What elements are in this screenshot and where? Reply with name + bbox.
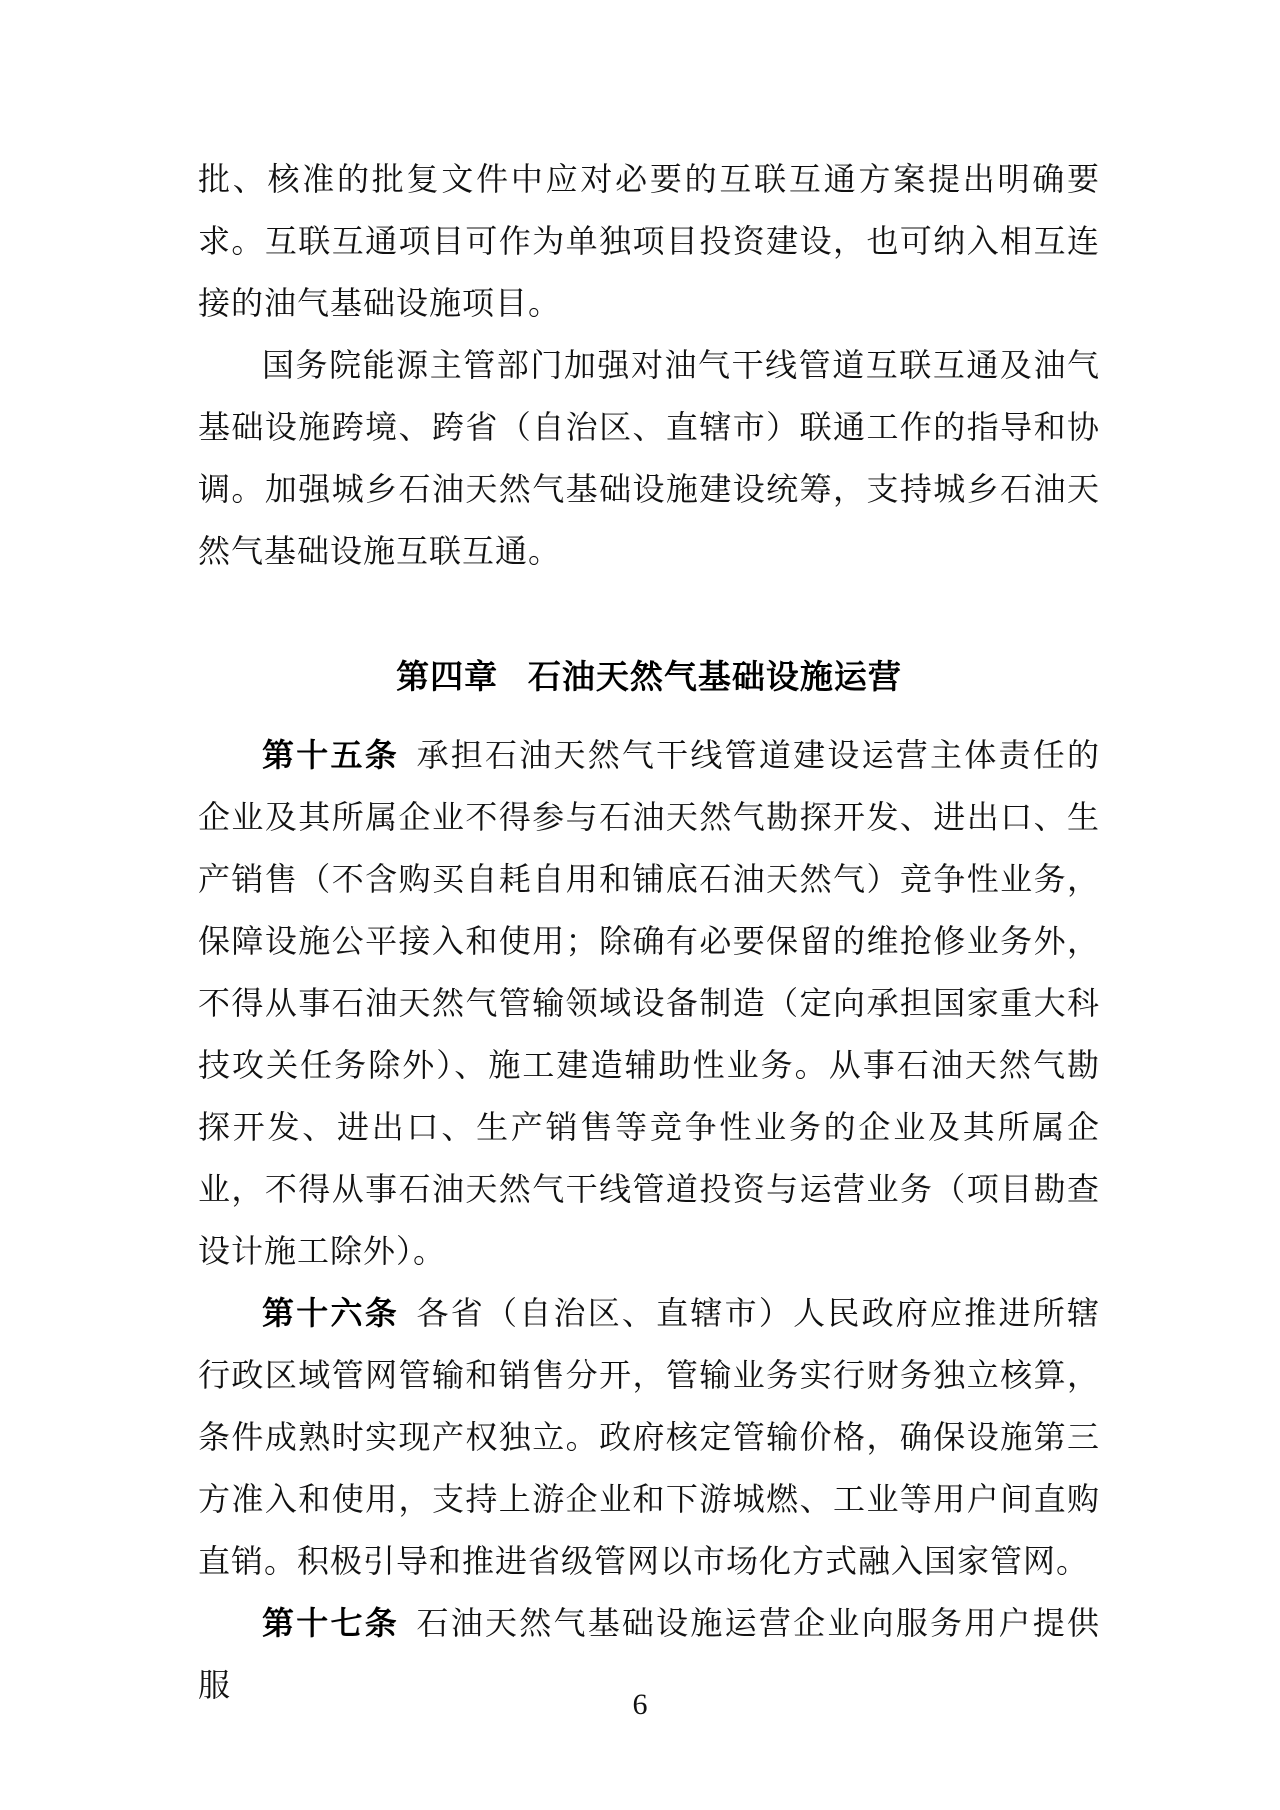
article-15-label: 第十五条: [262, 737, 399, 773]
chapter-title: 石油天然气基础设施运营: [527, 658, 902, 695]
document-body: [198, 148, 1100, 1716]
paragraph-state-council: 国务院能源主管部门加强对油气干线管道互联互通及油气基础设施跨境、跨省（自治区、直辖市）联通工作的指导和协调。加强城乡石油天然气基础设施建设统筹，支持城乡石油天然气基础设施互联互通。: [198, 347, 1100, 569]
article-16-paragraph: [198, 1282, 1100, 1592]
chapter-number: 第四章: [396, 658, 499, 695]
paragraph-continuation: 批、核准的批复文件中应对必要的互联互通方案提出明确要求。互联互通项目可作为单独项目投资建设，也可纳入相互连接的油气基础设施项目。: [198, 161, 1100, 321]
article-16-label: 第十六条: [262, 1295, 399, 1331]
chapter-heading: [198, 646, 1100, 708]
article-15-text: 承担石油天然气干线管道建设运营主体责任的企业及其所属企业不得参与石油天然气勘探开发、进出口、生产销售（不含购买自耗自用和铺底石油天然气）竞争性业务，保障设施公平接入和使用；除确有必要保留的维抢修业务外，不得从事石油天然气管输领域设备制造（定向承担国家重大科技攻关任务除外）、施工建造辅助性业务。从事石油天然气勘探开发、进出口、生产销售等竞争性业务的企业及其所属企业，不得从事石油天然气干线管道投资与运营业务（项目勘查设计施工除外）。: [198, 737, 1100, 1269]
article-17-label: 第十七条: [262, 1605, 399, 1641]
article-17-text: 石油天然气基础设施运营企业向服务用户提供服: [198, 1605, 1100, 1703]
article-16-text: 各省（自治区、直辖市）人民政府应推进所辖行政区域管网管输和销售分开，管输业务实行财务独立核算，条件成熟时实现产权独立。政府核定管输价格，确保设施第三方准入和使用，支持上游企业和下游城燃、工业等用户间直购直销。积极引导和推进省级管网以市场化方式融入国家管网。: [198, 1295, 1100, 1579]
page-number: 6: [632, 1688, 648, 1721]
article-15-paragraph: [198, 724, 1100, 1282]
